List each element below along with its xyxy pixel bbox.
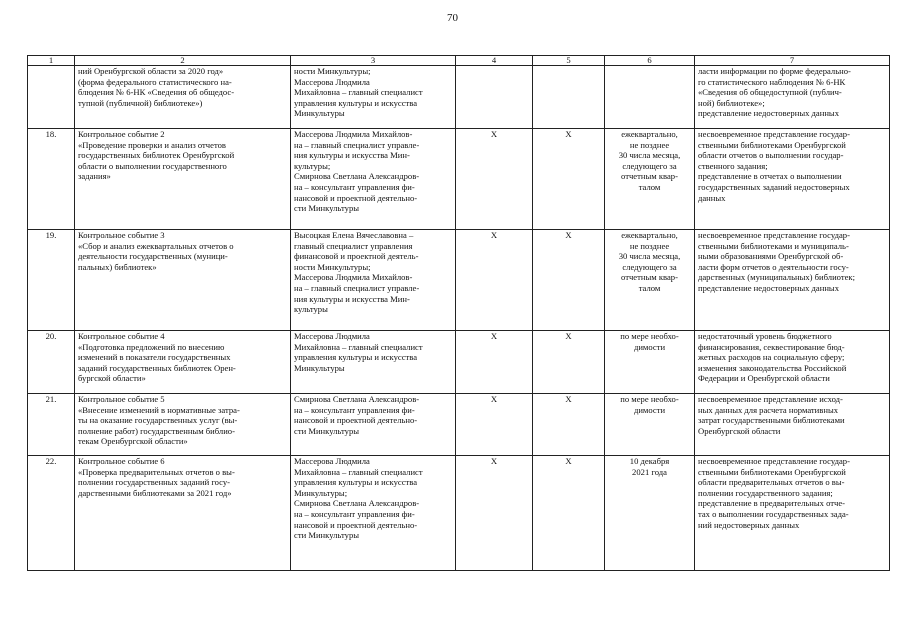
event-description: Контрольное событие 6 «Проверка предварительных отчетов о вы- полнении государственных заданий госу- дарственными библиотеками за 2021 год» [75,456,291,571]
event-description: Контрольное событие 2 «Проведение проверки и анализ отчетов государственных библиотек Оренбургской области о выполнении государственного задания» [75,129,291,230]
table-row [28,331,890,394]
column-4-value: X [456,230,533,331]
column-header-4: 4 [456,56,533,66]
row-number: 21. [28,394,75,456]
event-description: Контрольное событие 3 «Сбор и анализ ежеквартальных отчетов о деятельности государственных (муници- пальных) библиотек» [75,230,291,331]
responsible-persons: ности Минкультуры; Массерова Людмила Михайловна – главный специалист управления культуры и искусства Минкультуры [291,66,456,129]
responsible-persons: Массерова Людмила Михайлов- на – главный специалист управле- ния культуры и искусства Мин- культуры; Смирнова Светлана Александров- на – консультант управления фи- нансовой и проектной деятельно- сти Минкультуры [291,129,456,230]
event-description: Контрольное событие 4 «Подготовка предложений по внесению изменений в показатели государственных заданий государственных библиотек Орен- бургской области» [75,331,291,394]
risks: несвоевременное представление исход- ных данных для расчета нормативных затрат государственными библиотеками Оренбургской области [695,394,890,456]
column-header-5: 5 [533,56,605,66]
row-number: 20. [28,331,75,394]
header-row [28,56,890,66]
responsible-persons: Смирнова Светлана Александров- на – консультант управления фи- нансовой и проектной деятельно- сти Минкультуры [291,394,456,456]
column-4-value: X [456,129,533,230]
deadline: по мере необхо- димости [605,394,695,456]
deadline: 10 декабря 2021 года [605,456,695,571]
deadline: ежеквартально, не позднее 30 числа месяца, следующего за отчетным квар- талом [605,230,695,331]
column-5-value: X [533,129,605,230]
column-header-6: 6 [605,56,695,66]
column-header-7: 7 [695,56,890,66]
event-description: Контрольное событие 5 «Внесение изменений в нормативные затра- ты на оказание государственных услуг (вы- полнение работ) государственным библио- текам Оренбургской области» [75,394,291,456]
control-events-table [27,55,890,571]
column-header-3: 3 [291,56,456,66]
table-row [28,456,890,571]
column-5-value: X [533,230,605,331]
column-4-value: X [456,394,533,456]
table-row [28,394,890,456]
column-5-value: X [533,331,605,394]
risks: несвоевременное представление государ- ственными библиотеками Оренбургской области предварительных отчетов о вы- полнении государственного задания; представление в предварительных отче- тах о выполнении государственных зада- ний недостоверных данных [695,456,890,571]
column-4-value [456,66,533,129]
risks: недостаточный уровень бюджетного финансирования, секвестирование бюд- жетных расходов на социальную сферу; изменения законодательства Российской Федерации и Оренбургской области [695,331,890,394]
column-5-value [533,66,605,129]
risks: ласти информации по форме федерально- го статистического наблюдения № 6-НК «Сведения об общедоступной (публич- ной) библиотеке»; представление недостоверных данных [695,66,890,129]
column-header-2: 2 [75,56,291,66]
column-5-value: X [533,394,605,456]
column-4-value: X [456,331,533,394]
event-description: ний Оренбургской области за 2020 год» (форма федерального статистического на- блюдения № 6-НК «Сведения об общедос- тупной (публичной) библиотеке») [75,66,291,129]
column-header-1: 1 [28,56,75,66]
responsible-persons: Высоцкая Елена Вячеславовна – главный специалист управления финансовой и проектной деятель- ности Минкультуры; Массерова Людмила Михайлов- на – главный специалист управле- ния культуры и искусства Мин- культуры [291,230,456,331]
responsible-persons: Массерова Людмила Михайловна – главный специалист управления культуры и искусства Минкультуры [291,331,456,394]
row-number [28,66,75,129]
table-row [28,129,890,230]
deadline: ежеквартально, не позднее 30 числа месяца, следующего за отчетным квар- талом [605,129,695,230]
deadline: по мере необхо- димости [605,331,695,394]
risks: несвоевременное представление государ- ственными библиотеками и муниципаль- ными образованиями Оренбургской об- ласти форм отчетов о деятельности госу- дарственных (муниципальных) библиотек; представление недостоверных данных [695,230,890,331]
column-4-value: X [456,456,533,571]
page-number: 70 [447,12,458,24]
row-number: 19. [28,230,75,331]
deadline [605,66,695,129]
column-5-value: X [533,456,605,571]
row-number: 22. [28,456,75,571]
responsible-persons: Массерова Людмила Михайловна – главный специалист управления культуры и искусства Минкультуры; Смирнова Светлана Александров- на – консультант управления фи- нансовой и проектной деятельно- сти Минкультуры [291,456,456,571]
row-number: 18. [28,129,75,230]
risks: несвоевременное представление государ- ственными библиотеками Оренбургской области отчетов о выполнении государ- ственного задания; представление в отчетах о выполнении государственных заданий недостоверных данных [695,129,890,230]
table-row [28,66,890,129]
table-row [28,230,890,331]
